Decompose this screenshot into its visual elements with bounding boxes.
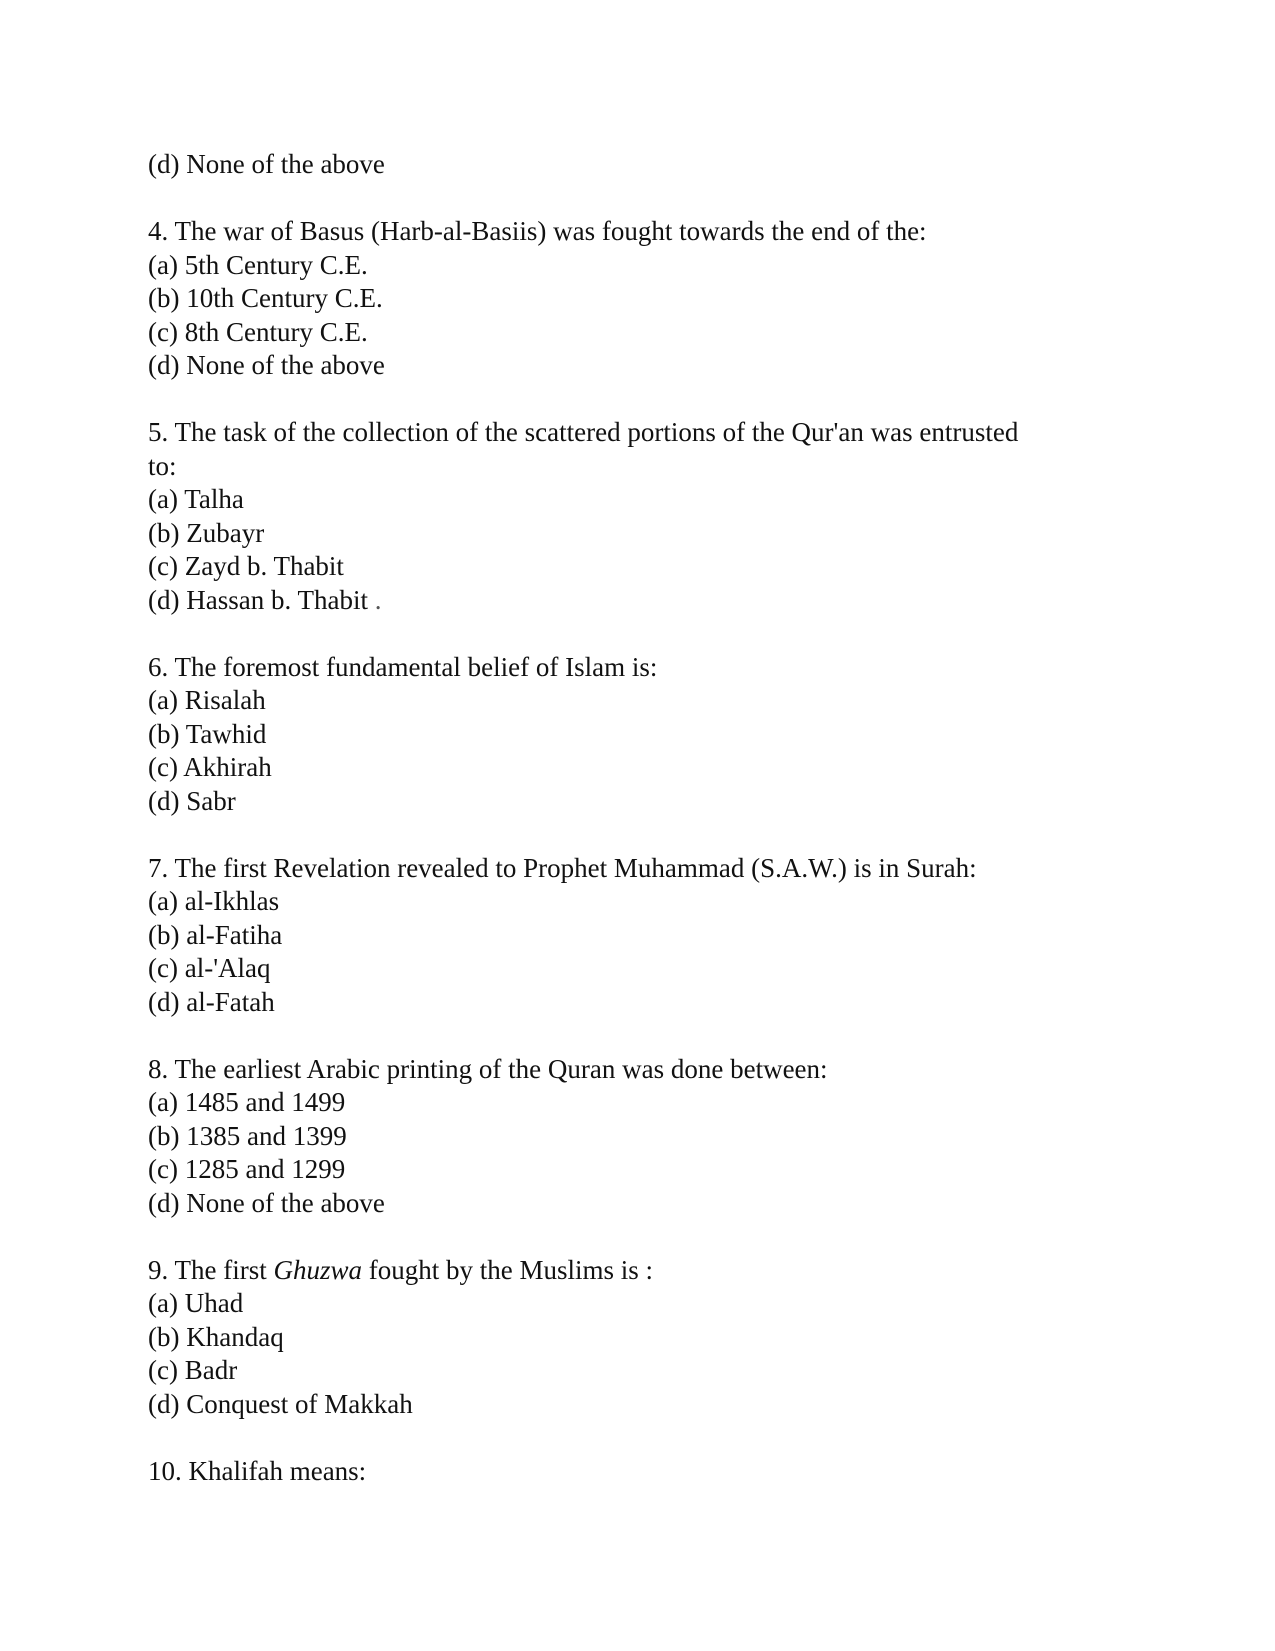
option-c: (c) 8th Century C.E. [148, 316, 368, 347]
question-5 [148, 416, 1148, 617]
option-b: (b) Khandaq [148, 1321, 284, 1352]
option-d: (d) Conquest of Makkah [148, 1388, 413, 1419]
option-d-row [148, 584, 1148, 618]
question-9 [148, 1254, 1148, 1422]
option-a: (a) Risalah [148, 685, 266, 715]
option-a: (a) 1485 and 1499 [148, 1087, 346, 1117]
question-stem: 7. The first Revelation revealed to Prophet Muhammad (S.A.W.) is in Surah: [148, 852, 977, 883]
question-4 [148, 215, 1148, 383]
question-stem: 8. The earliest Arabic printing of the Quran was done between: [148, 1053, 828, 1084]
question-8 [148, 1053, 1148, 1221]
option-b: (b) Zubayr [148, 517, 265, 548]
trailing-mark: . [374, 584, 382, 615]
option-b: (b) al-Fatiha [148, 919, 283, 950]
option-d: (d) al-Fatah [148, 986, 275, 1017]
stem-suffix: fought by the Muslims is : [362, 1254, 654, 1285]
document-page [148, 148, 1148, 1488]
question-stem [148, 1254, 1148, 1288]
stem-italic-term: Ghuzwa [273, 1254, 362, 1285]
question-stem: 4. The war of Basus (Harb-al-Basiis) was fought towards the end of the: [148, 216, 927, 246]
option-a: (a) Talha [148, 484, 244, 514]
option-c: (c) 1285 and 1299 [148, 1154, 346, 1184]
option-c: (c) Badr [148, 1355, 238, 1385]
option-b: (b) 1385 and 1399 [148, 1120, 347, 1151]
option-c: (c) al-'Alaq [148, 953, 271, 983]
question-stem-line-1: 5. The task of the collection of the scattered portions of the Qur'an was entrusted [148, 417, 1019, 447]
question-6 [148, 651, 1148, 819]
question-10 [148, 1455, 1148, 1489]
option-c: (c) Zayd b. Thabit [148, 551, 344, 581]
option-a: (a) al-Ikhlas [148, 886, 280, 916]
option-d: (d) Sabr [148, 785, 236, 816]
option-a: (a) 5th Century C.E. [148, 249, 368, 280]
option-b: (b) Tawhid [148, 718, 267, 749]
option-c: (c) Akhirah [148, 752, 272, 782]
question-stem: 10. Khalifah means: [148, 1455, 367, 1486]
question-7 [148, 852, 1148, 1020]
question-3-carryover [148, 148, 1148, 182]
stem-prefix: 9. The first [148, 1254, 274, 1285]
option-b: (b) 10th Century C.E. [148, 283, 383, 313]
option-d: (d) None of the above [148, 149, 385, 179]
option-a: (a) Uhad [148, 1288, 244, 1318]
option-d: (d) Hassan b. Thabit [148, 584, 368, 615]
option-d: (d) None of the above [148, 350, 385, 380]
option-d: (d) None of the above [148, 1187, 385, 1218]
question-stem: 6. The foremost fundamental belief of Islam is: [148, 651, 658, 682]
question-stem-line-2: to: [148, 450, 177, 481]
